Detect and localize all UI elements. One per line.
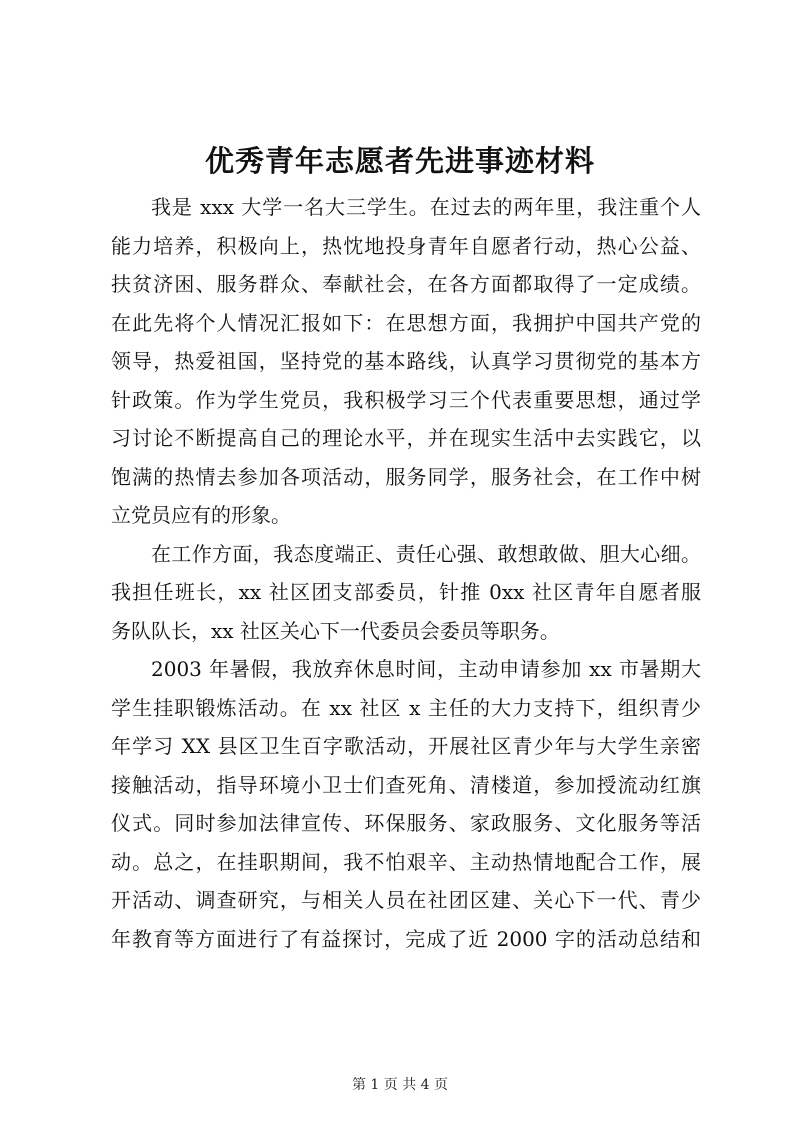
document-body bbox=[111, 188, 701, 958]
paragraph-line: 习讨论不断提高自己的理论水平，并在现实生活中去实践它，以 bbox=[111, 426, 701, 450]
paragraph-line: 年教育等方面进行了有益探讨，完成了近 2000 字的活动总结和 bbox=[111, 926, 701, 951]
paragraph-line: 我是 xxx 大学一名大三学生。在过去的两年里，我注重个人 bbox=[151, 195, 701, 219]
paragraph-line: 在工作方面，我态度端正、责任心强、敢想敢做、胆大心细。 bbox=[151, 541, 701, 566]
paragraph-line: 针政策。作为学生党员，我积极学习三个代表重要思想，通过学 bbox=[111, 387, 701, 412]
paragraph-line: 在此先将个人情况汇报如下：在思想方面，我拥护中国共产党的 bbox=[111, 310, 701, 335]
paragraph-line: 能力培养，积极向上，热忱地投身青年自愿者行动，热心公益、 bbox=[111, 233, 701, 258]
paragraph-line: 年学习 XX 县区卫生百字歌活动，开展社区青少年与大学生亲密 bbox=[111, 734, 701, 758]
paragraph-line: 扶贫济困、服务群众、奉献社会，在各方面都取得了一定成绩。 bbox=[111, 272, 701, 296]
paragraph-line: 立党员应有的形象。 bbox=[111, 503, 291, 527]
paragraph-line: 我担任班长，xx 社区团支部委员，针推 0xx 社区青年自愿者服 bbox=[111, 580, 701, 604]
paragraph-line: 务队队长，xx 社区关心下一代委员会委员等职务。 bbox=[111, 618, 560, 643]
paragraph-line: 动。总之，在挂职期间，我不怕艰辛、主动热情地配合工作，展 bbox=[111, 849, 701, 874]
paragraph-line: 接触活动，指导环境小卫士们查死角、清楼道，参加授流动红旗 bbox=[111, 772, 701, 797]
page-title: 优秀青年志愿者先进事迹材料 bbox=[204, 144, 595, 178]
paragraph-line: 饱满的热情去参加各项活动，服务同学，服务社会，在工作中树 bbox=[111, 464, 701, 489]
paragraph-line: 开活动、调查研究，与相关人员在社团区建、关心下一代、青少 bbox=[111, 888, 701, 912]
paragraph-line: 2003 年暑假，我放弃休息时间，主动申请参加 xx 市暑期大 bbox=[151, 657, 701, 681]
paragraph-line: 学生挂职锻炼活动。在 xx 社区 x 主任的大力支持下，组织青少 bbox=[111, 695, 701, 720]
page-number-footer: 第 1 页 共 4 页 bbox=[351, 1077, 449, 1093]
paragraph-line: 仪式。同时参加法律宣传、环保服务、家政服务、文化服务等活 bbox=[111, 811, 701, 835]
paragraph-line: 领导，热爱祖国，坚持党的基本路线，认真学习贯彻党的基本方 bbox=[111, 349, 701, 373]
